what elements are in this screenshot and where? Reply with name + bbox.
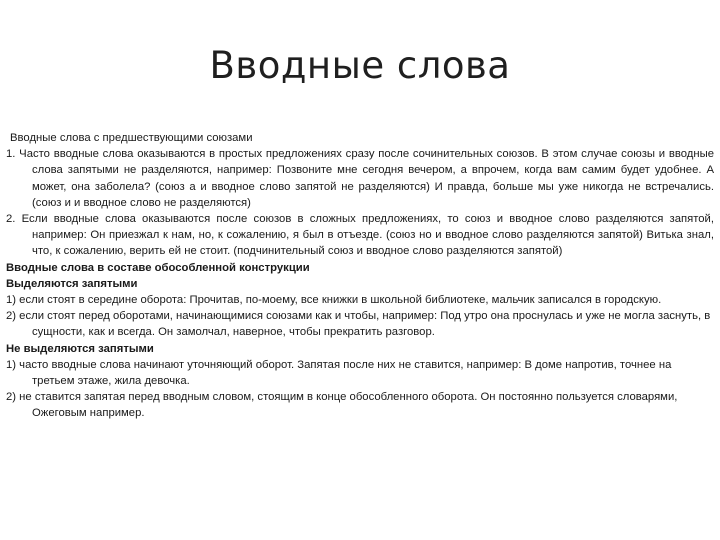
separated-rule-1: 1) если стоят в середине оборота: Прочитав, по-моему, все книжки в школьной библиотеке, мальчик записался в городскую. [6,294,662,307]
not-separated-rule-1: 1) часто вводные слова начинают уточняющий оборот. Запятая после них не ставится, например: В доме напротив, точнее на третьем этаже, жила девочка. [6,358,672,388]
section-heading-construction: Вводные слова в составе обособленной конструкции [6,261,310,274]
slide-body [6,130,714,422]
numbered-item-1: 1. Часто вводные слова оказываются в простых предложениях сразу после сочинительных союзов. В этом случае союзы и вводные слова запятыми не разделяются, например: Позвоните мне сегодня вечером, а впрочем, когда вам самим будет удобнее. А может, она заболела? (союз а и вводное слово запятой не разделяются) И правда, больше мы уже никогда не встречались. (союз и и вводное слово не разделяются) [6,148,714,209]
subtitle-line: Вводные слова с предшествующими союзами [10,132,253,144]
section-heading-not-separated: Не выделяются запятыми [6,342,154,355]
separated-rule-2: 2) если стоят перед оборотами, начинающимися союзами как и чтобы, например: Под утро она проснулась и уже не могла заснуть, в сущности, как и всегда. Он замолчал, наверное, чтобы прекратить разговор. [6,310,711,339]
slide-title: Вводные слова [209,44,511,87]
not-separated-rule-2: 2) не ставится запятая перед вводным словом, стоящим в конце обособленного оборота. Он постоянно пользуется словарями, Ожеговым например. [6,391,678,420]
numbered-item-2: 2. Если вводные слова оказываются после союзов в сложных предложениях, то союз и вводное слово разделяются запятой, например: Он приезжал к нам, но, к сожалению, я был в отъезде. (союз но и вводное слово разделяются запятой) Витька знал, что, к сожалению, верить ей не стоит. (подчинительный союз и вводное слово разделяются запятой) [6,213,714,258]
section-heading-separated: Выделяются запятыми [6,277,138,290]
